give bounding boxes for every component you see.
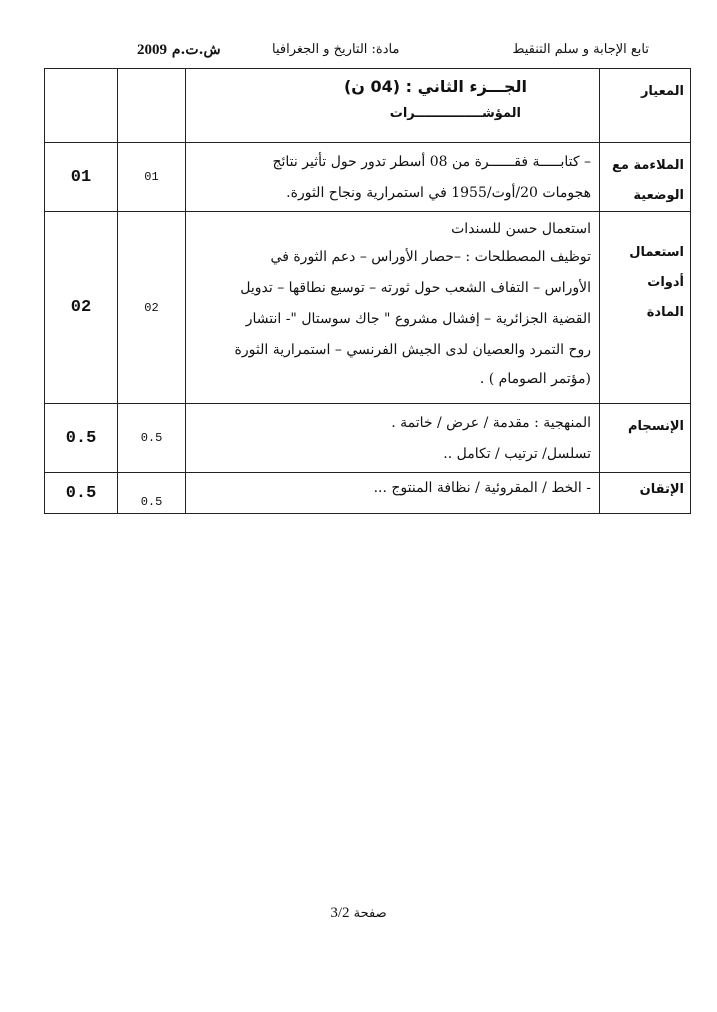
indicator-line: استعمال حسن للسندات <box>451 221 591 237</box>
indicators-label: المؤشـــــــــــــــرات <box>389 106 521 121</box>
indicator-line: – كتابـــــة فقــــــرة من 08 أسطر تدور حول تأثير نتائج <box>272 154 591 170</box>
score-big: 01 <box>45 143 118 212</box>
score-small: 02 <box>118 212 186 404</box>
criterion-cell <box>600 404 691 473</box>
grading-table <box>44 68 691 514</box>
indicator-cell <box>186 143 600 212</box>
criterion-cell <box>600 473 691 514</box>
header-answer-title: تابع الإجابة و سلم التنقيط <box>512 42 649 57</box>
page-number: 3/2 <box>330 905 350 921</box>
indicator-cell <box>186 404 600 473</box>
table-row <box>45 212 691 404</box>
indicator-line: تسلسل/ ترتيب / تكامل .. <box>443 446 591 462</box>
page-footer <box>0 905 717 922</box>
table-row <box>45 404 691 473</box>
page-header <box>0 42 717 66</box>
table-row <box>45 143 691 212</box>
indicator-line: - الخط / المقروئية / نظافة المنتوج ... <box>373 480 591 496</box>
indicator-line: القضية الجزائرية – إفشال مشروع " جاك سوستال "- انتشار <box>245 311 591 327</box>
criterion-cell <box>600 212 691 404</box>
indicator-cell <box>186 212 600 404</box>
criterion-line: الإنسجام <box>627 419 684 434</box>
score-big-header <box>45 69 118 143</box>
criterion-line: استعمال <box>629 245 684 260</box>
footer-label: صفحة <box>353 906 387 921</box>
score-small: 01 <box>118 143 186 212</box>
part-title-cell <box>186 69 600 143</box>
header-exam-code: ش.ت.م <box>171 42 221 58</box>
criterion-line: أدوات المادة <box>646 275 684 320</box>
indicator-line: المنهجية : مقدمة / عرض / خاتمة . <box>391 415 591 431</box>
indicator-line: هجومات 20/أوت/1955 في استمرارية ونجاح الثورة. <box>286 185 591 201</box>
table-row <box>45 473 691 514</box>
indicator-line: توظيف المصطلحات : –حصار الأوراس – دعم الثورة في <box>270 249 591 265</box>
criterion-line: الملاءمة مع <box>612 158 684 173</box>
score-big: 02 <box>45 212 118 404</box>
score-small: 0.5 <box>118 473 186 514</box>
header-subject: مادة: التاريخ و الجغرافيا <box>272 42 400 57</box>
criterion-header: المعيار <box>600 69 691 143</box>
header-year: 2009 <box>137 42 167 58</box>
criterion-line: الوضعية <box>633 188 684 203</box>
score-small-header <box>118 69 186 143</box>
part-title: الجـــزء الثاني : (04 ن) <box>343 77 527 96</box>
criterion-line: الإتقان <box>639 482 684 497</box>
score-small: 0.5 <box>118 404 186 473</box>
table-header-row <box>45 69 691 143</box>
indicator-line: روح التمرد والعصيان لدى الجيش الفرنسي – استمرارية الثورة <box>234 342 591 358</box>
score-big: 0.5 <box>45 473 118 514</box>
indicator-cell <box>186 473 600 514</box>
indicator-line: (مؤتمر الصومام ) . <box>479 371 591 387</box>
header-exam-year <box>137 42 221 59</box>
score-big: 0.5 <box>45 404 118 473</box>
indicator-line: الأوراس – التفاف الشعب حول ثورته – توسيع نطاقها – تدويل <box>240 280 591 296</box>
criterion-cell <box>600 143 691 212</box>
